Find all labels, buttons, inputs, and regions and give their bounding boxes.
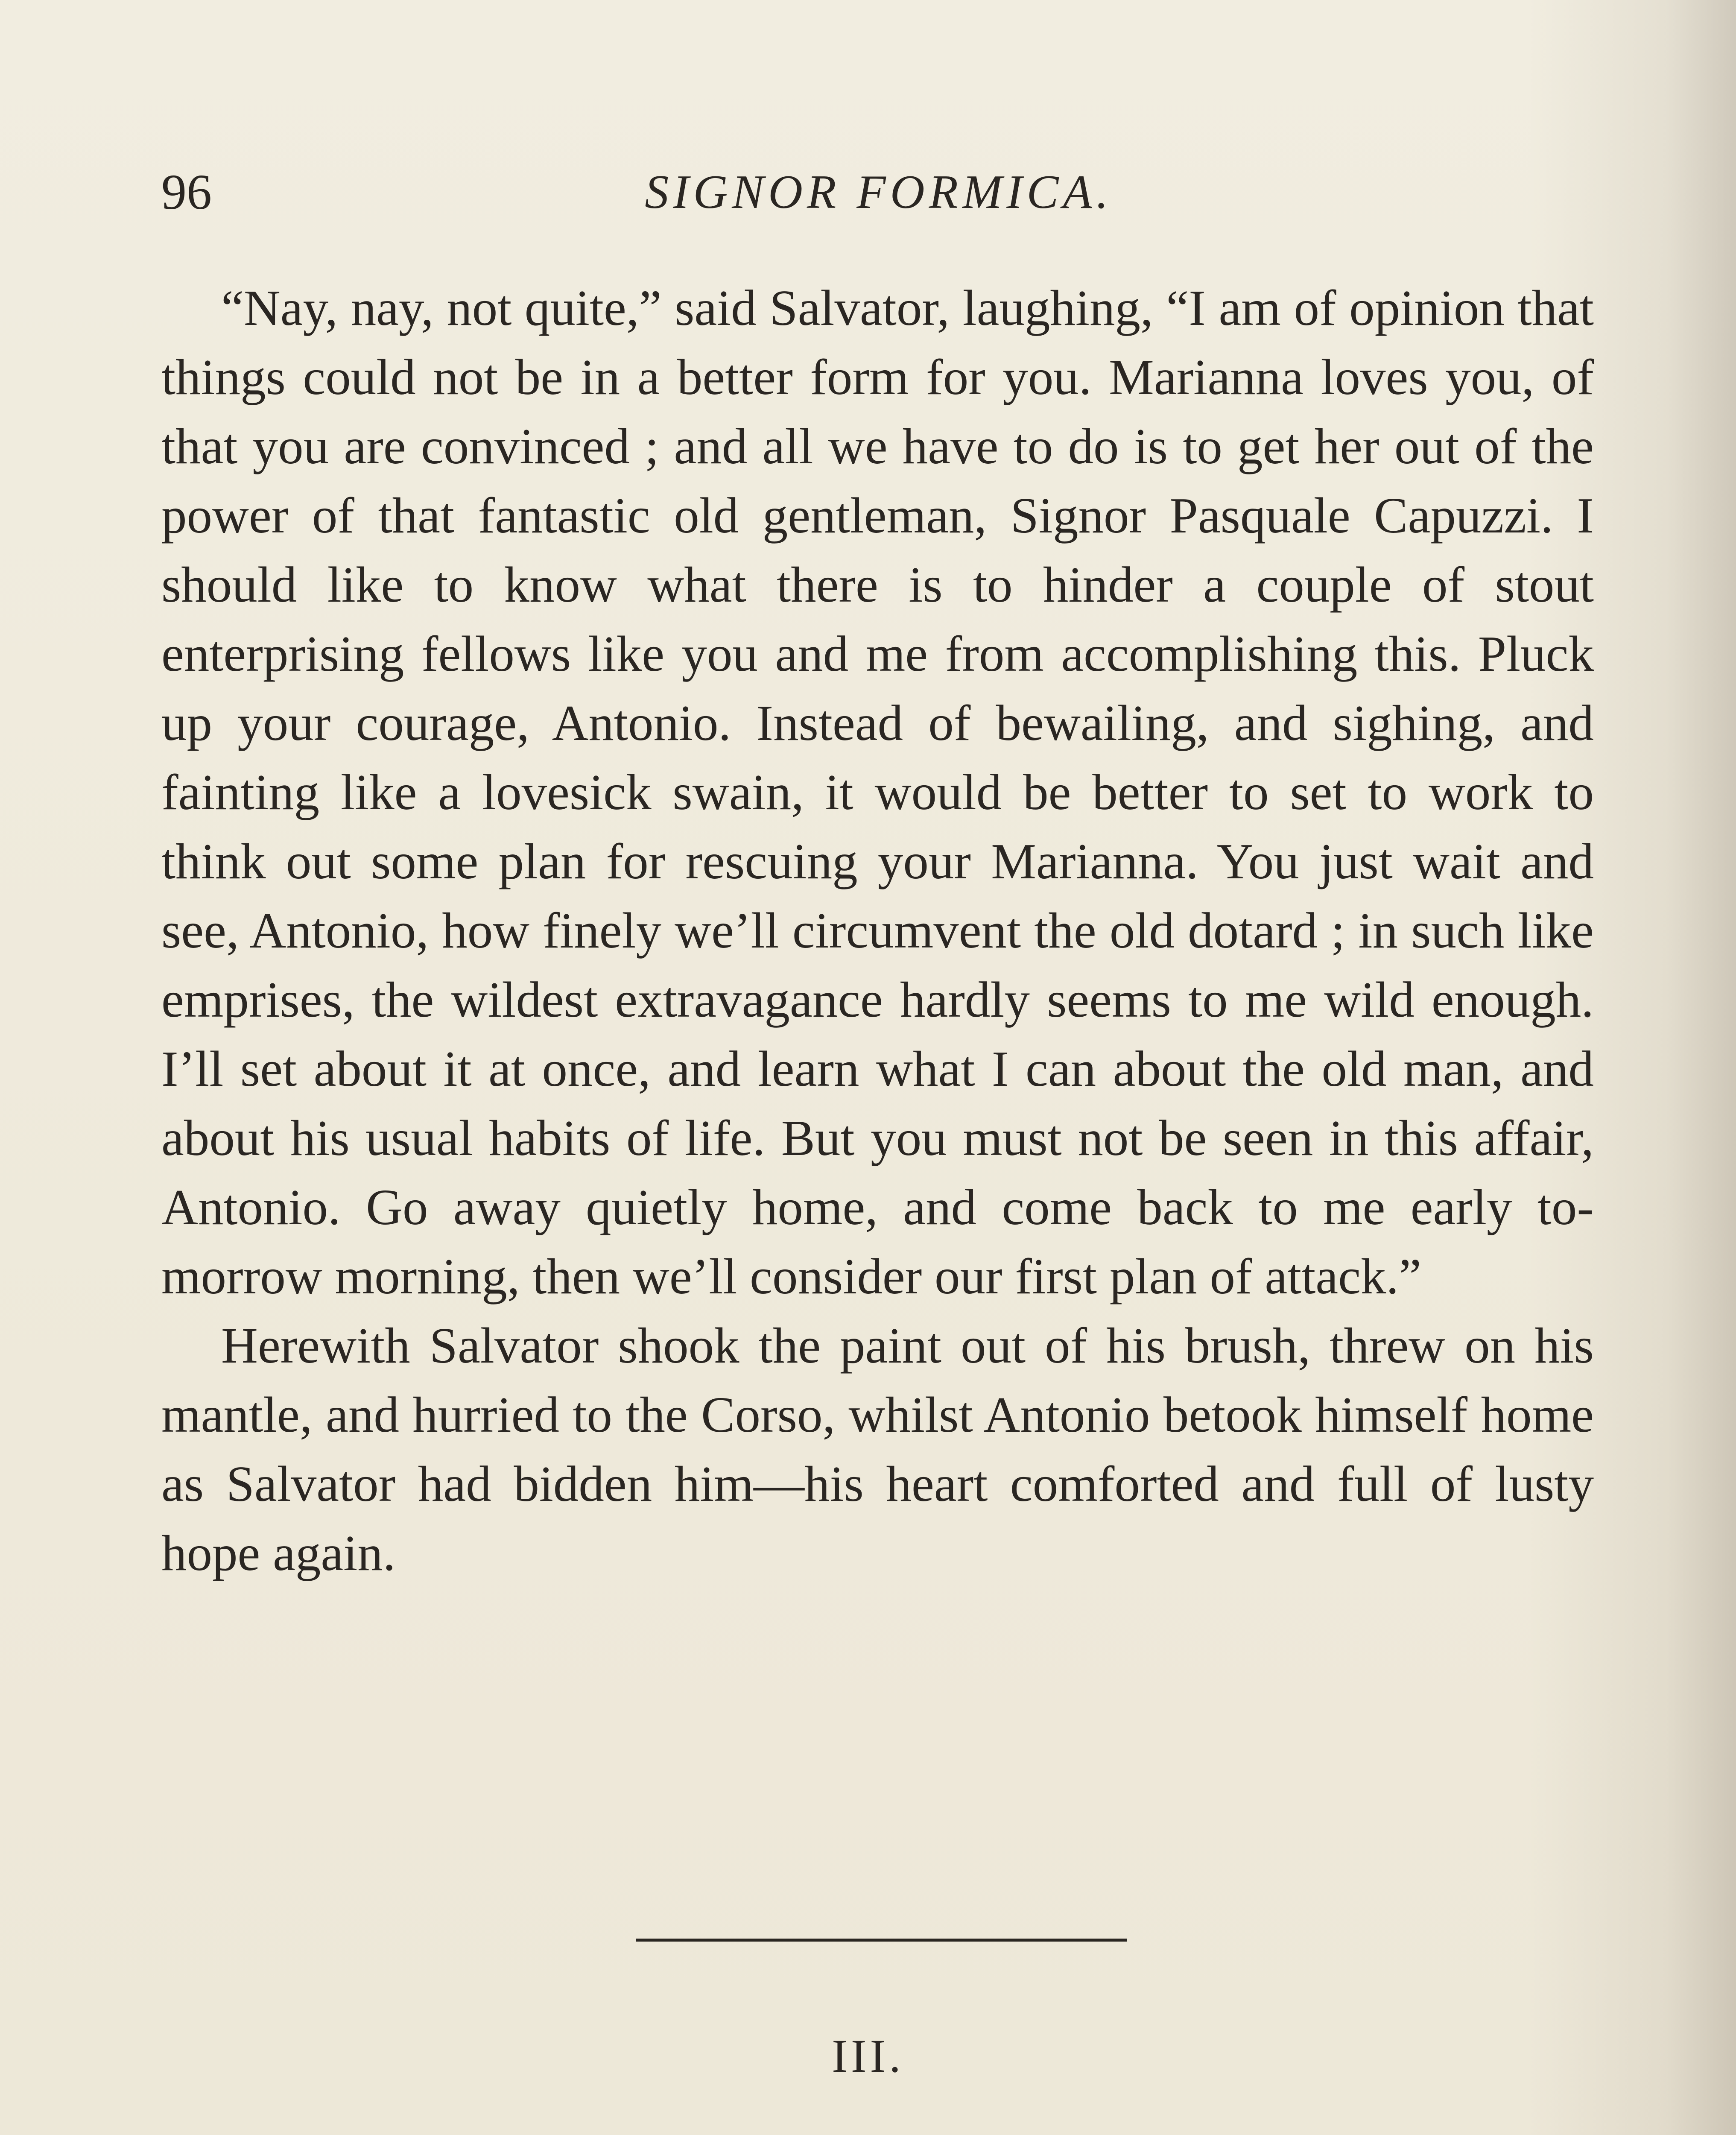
body-text-top bbox=[161, 273, 1594, 1588]
page-number: 96 bbox=[161, 164, 212, 220]
paragraph: Herewith Salvator shook the paint out of his brush, threw on his mantle, and hurried to the Corso, whilst Antonio betook himself home as Salvator had bidden him—his heart comforted and full of lusty hope again. bbox=[161, 1317, 1594, 1581]
chapter-number: III. bbox=[832, 2030, 904, 2082]
paragraph: “Nay, nay, not quite,” said Salvator, laughing, “I am of opinion that things could not be in a better form for you. Marianna loves you, of that you are convinced ; and all we have to do is to get her out of the power of that fantastic old gentleman, Signor Pasquale Capuzzi. I should like to know what there is to hinder a couple of stout enterprising fellows like you and me from accomplishing this. Pluck up your courage, Antonio. Instead of bewailing, and sighing, and fainting like a lovesick swain, it would be better to set to work to think out some plan for rescuing your Marianna. You just wait and see, Antonio, how finely we’ll circumvent the old dotard ; in such like emprises, the wildest extravagance hardly seems to me wild enough. I’ll set about it at once, and learn what I can about the old man, and about his usual habits of life. But you must not be seen in this affair, Antonio. Go away quietly home, and come back to me early to-morrow morning, then we’ll consider our first plan of attack.” bbox=[161, 280, 1594, 1304]
section-divider bbox=[636, 1939, 1127, 1942]
page-header bbox=[161, 158, 1596, 226]
running-head: SIGNOR FORMICA. bbox=[645, 166, 1113, 219]
